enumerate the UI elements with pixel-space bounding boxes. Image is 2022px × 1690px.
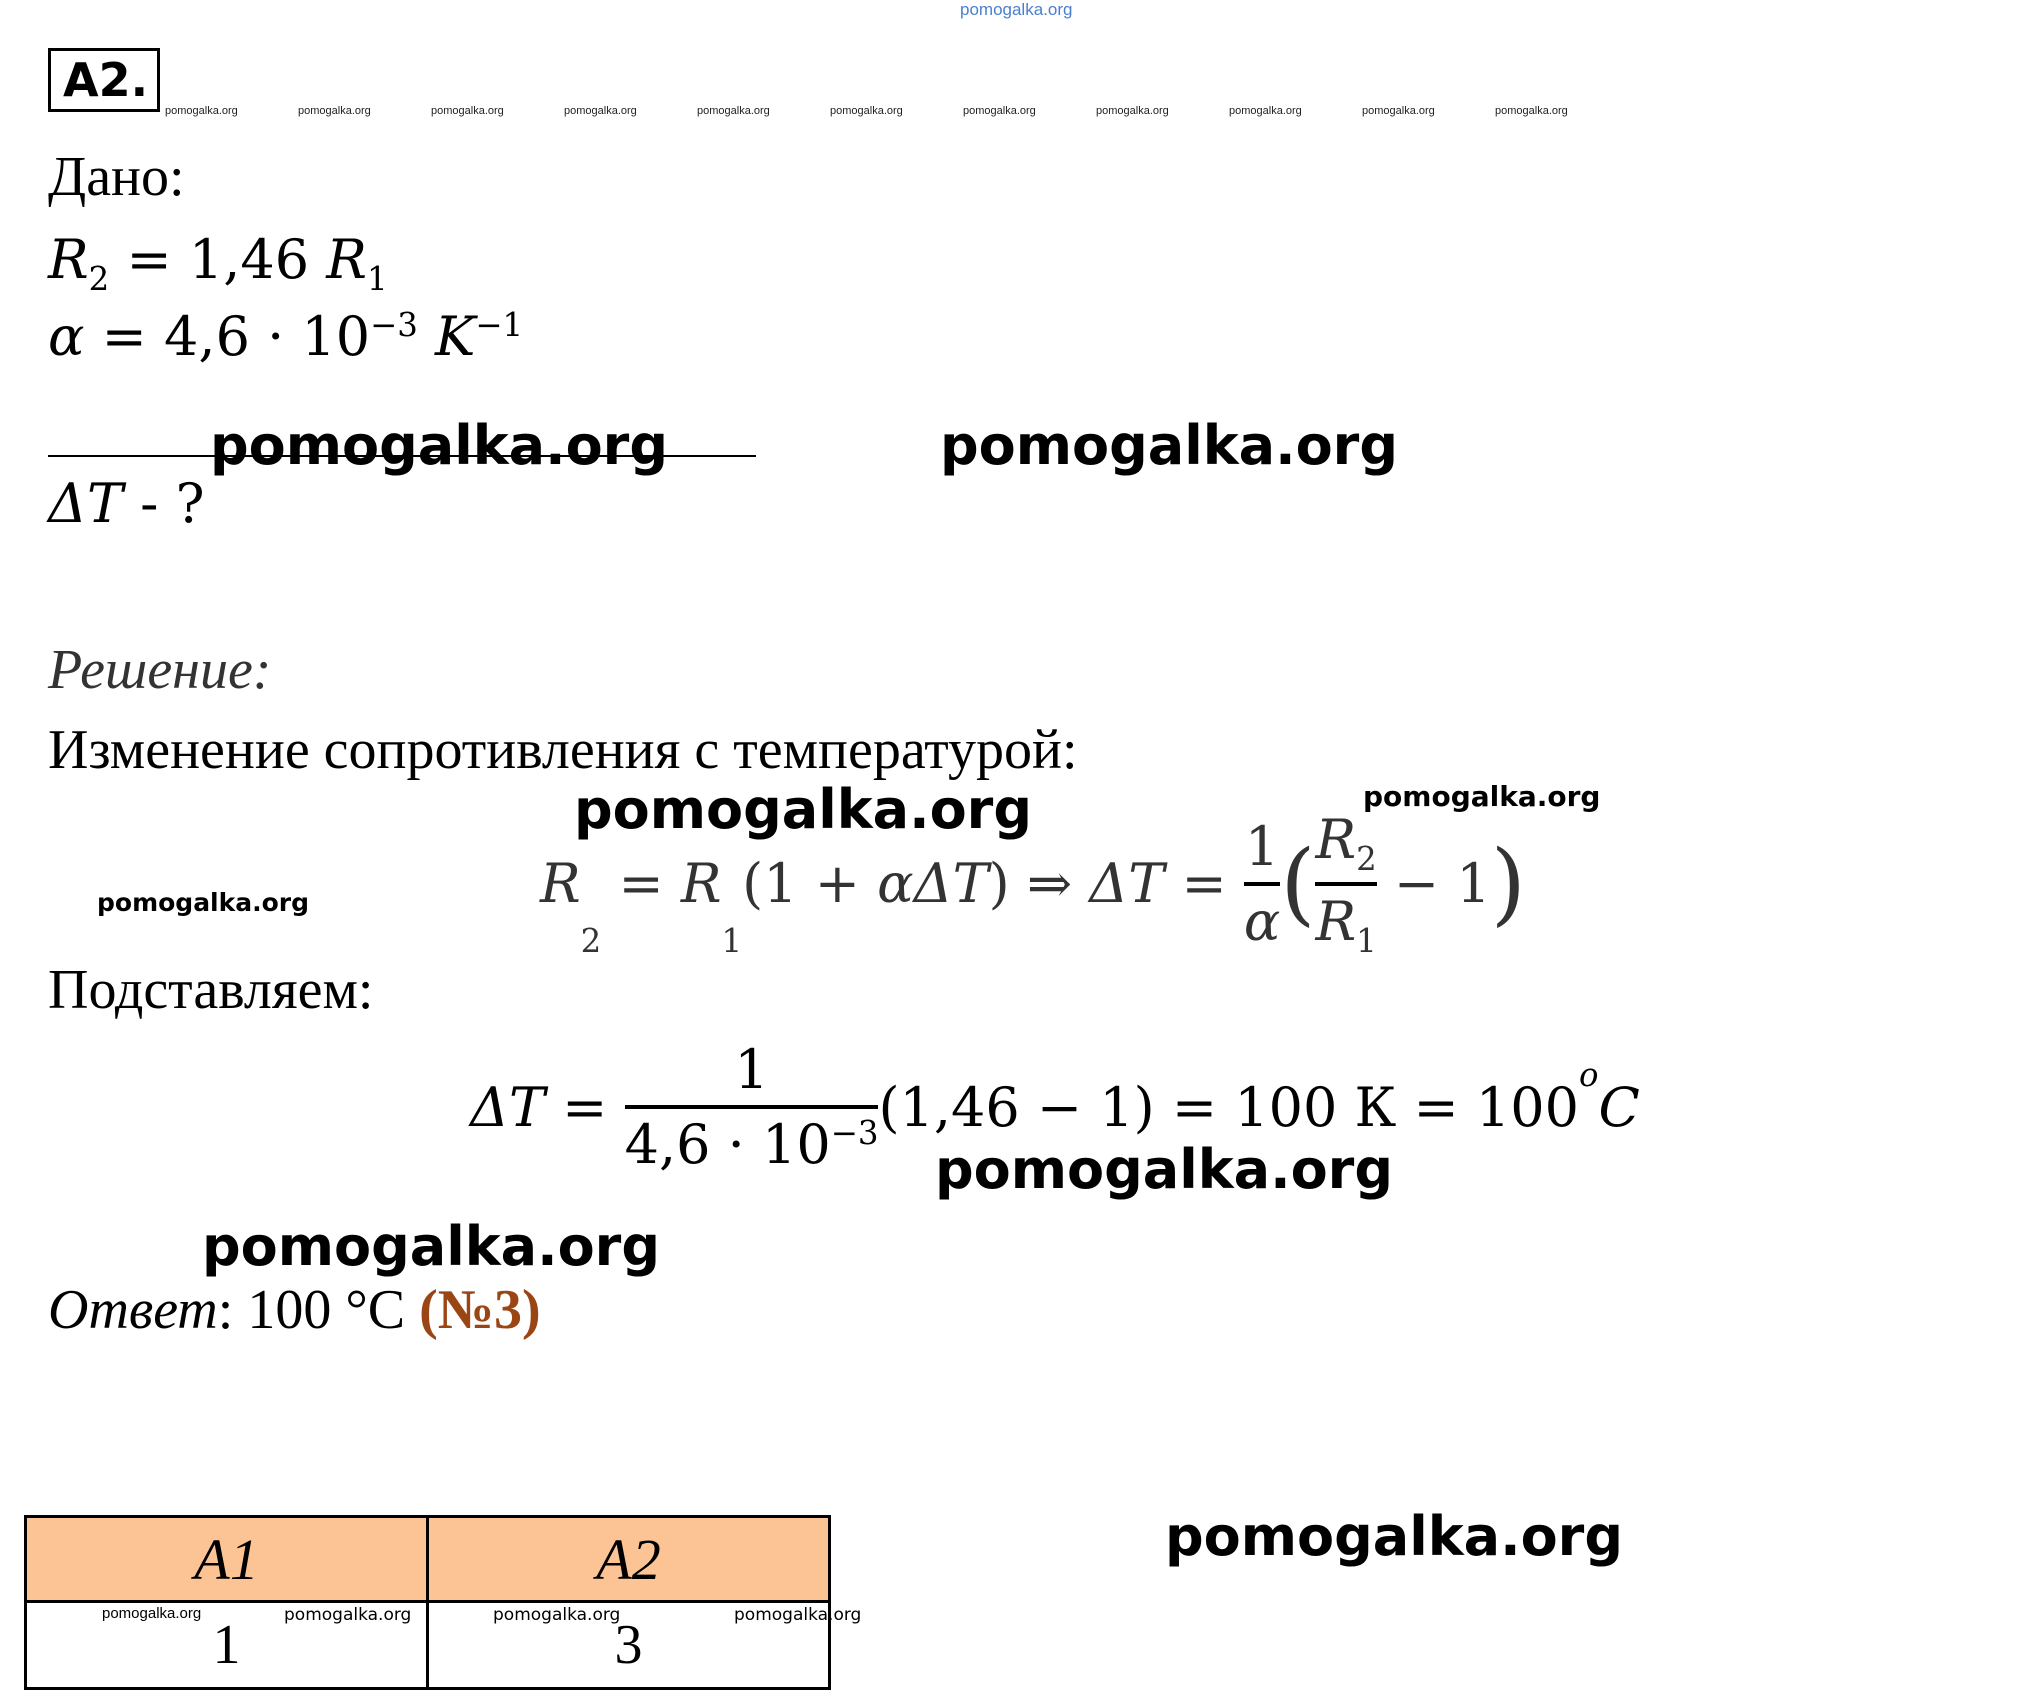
given-alpha-symbol: α: [48, 305, 85, 368]
given-alpha-exp: −3: [370, 306, 418, 344]
f1-r2-sub: 2: [580, 921, 602, 960]
given-r1: R: [326, 228, 367, 291]
answer-label: Ответ: [48, 1279, 218, 1341]
f1-tail: − 1: [1376, 852, 1491, 916]
f2-frac-den-exp: −3: [830, 1114, 879, 1152]
f1-ratio-den-sub: 1: [1356, 921, 1377, 960]
watermark-small: pomogalka.org: [1229, 105, 1302, 117]
watermark-large: pomogalka.org: [574, 778, 1032, 841]
f1-frac-den: α: [1243, 889, 1281, 953]
table-cell-value: 1: [212, 1614, 241, 1676]
f2-fraction: [625, 1038, 879, 1176]
solution-step2: Подставляем:: [48, 959, 374, 1021]
answer-table: [24, 1515, 862, 1690]
f1-ratio: [1315, 808, 1376, 960]
f2-dt: ΔT: [470, 1075, 546, 1139]
given-alpha-unit: K: [417, 305, 476, 368]
watermark-small: pomogalka.org: [1495, 105, 1568, 117]
f1-implies: ) ⇒: [988, 852, 1090, 916]
watermark-small: pomogalka.org: [493, 1605, 621, 1625]
answer-choice: (№3): [419, 1279, 541, 1341]
given-header: Дано:: [48, 146, 185, 208]
f2-deg: o: [1579, 1056, 1599, 1094]
f1-dt: ΔT: [1089, 852, 1165, 916]
watermark-small: pomogalka.org: [963, 105, 1036, 117]
watermark-small: pomogalka.org: [564, 105, 637, 117]
f1-frac-num: 1: [1244, 814, 1280, 878]
given-r2-sub: 2: [88, 259, 110, 298]
find-text: - ?: [123, 472, 205, 535]
watermark-small: pomogalka.org: [830, 105, 903, 117]
given-r2: R: [48, 228, 89, 291]
watermark-small: pomogalka.org: [165, 105, 238, 117]
f1-r1-sub: 1: [721, 921, 743, 960]
watermark-small: pomogalka.org: [284, 1605, 412, 1625]
watermark-small: pomogalka.org: [1096, 105, 1169, 117]
f1-ratio-bar: [1315, 882, 1376, 886]
watermark-small: pomogalka.org: [431, 105, 504, 117]
f1-ratio-den: R: [1315, 889, 1357, 953]
table-header-row: [26, 1517, 830, 1602]
f1-ratio-num-sub: 2: [1356, 839, 1377, 878]
answer-line: [48, 1278, 541, 1342]
find-symbol: ΔT: [48, 472, 124, 535]
watermark-large: pomogalka.org: [940, 414, 1398, 477]
f2-frac-num: 1: [734, 1038, 769, 1101]
task-label: А2.: [48, 48, 160, 112]
f1-r1: R: [680, 852, 722, 916]
watermark-medium: pomogalka.org: [1363, 780, 1601, 813]
watermark-large: pomogalka.org: [935, 1138, 1393, 1201]
given-r1-sub: 1: [366, 259, 388, 298]
watermark-top: pomogalka.org: [960, 0, 1073, 19]
watermark-large: pomogalka.org: [210, 414, 668, 477]
watermark-small: pomogalka.org: [697, 105, 770, 117]
formula-resistance: [540, 808, 1526, 960]
f2-frac-bar: [625, 1105, 879, 1109]
solution-header: Решение:: [48, 639, 272, 701]
table-row: [26, 1602, 830, 1689]
given-alpha: [48, 305, 523, 368]
given-alpha-unit-exp: −1: [475, 306, 524, 344]
f1-paren-open: (: [1280, 831, 1316, 937]
f1-fraction: [1244, 815, 1280, 953]
f1-alpha-dt: αΔT: [877, 852, 989, 916]
given-r-eq: = 1,46: [109, 228, 327, 291]
f1-frac-bar: [1244, 882, 1280, 886]
table-cell-value: 3: [614, 1614, 643, 1676]
table-header-cell: A2: [428, 1517, 830, 1602]
watermark-large: pomogalka.org: [202, 1215, 660, 1278]
watermark-small: pomogalka.org: [298, 105, 371, 117]
f1-open: (1 +: [742, 852, 878, 916]
f1-ratio-num: R: [1315, 808, 1357, 871]
f2-unit: C: [1598, 1075, 1640, 1139]
f1-r2: R: [540, 852, 581, 916]
watermark-small: pomogalka.org: [1362, 105, 1435, 117]
given-resistance: [48, 228, 388, 298]
watermark-large: pomogalka.org: [1165, 1505, 1623, 1568]
answer-colon: :: [217, 1279, 234, 1341]
table-cell: [26, 1602, 428, 1689]
solution-step1: Изменение сопротивления с температурой:: [48, 719, 1078, 781]
watermark-small: pomogalka.org: [102, 1605, 202, 1622]
f2-rest: (1,46 − 1) = 100 К = 100: [878, 1075, 1579, 1139]
find-quantity: [48, 472, 205, 535]
f1-eq: =: [601, 852, 681, 916]
f2-frac-den: 4,6 · 10: [624, 1113, 831, 1176]
answer-value: 100 °С: [233, 1279, 420, 1341]
table-cell: [428, 1602, 862, 1689]
f1-paren-close: ): [1490, 831, 1526, 937]
watermark-medium: pomogalka.org: [97, 888, 310, 917]
table-header-cell: A1: [26, 1517, 428, 1602]
given-alpha-value: = 4,6 · 10: [84, 305, 371, 368]
watermark-small: pomogalka.org: [734, 1605, 862, 1625]
f2-eq: =: [545, 1075, 625, 1139]
f1-eq2: =: [1164, 852, 1244, 916]
